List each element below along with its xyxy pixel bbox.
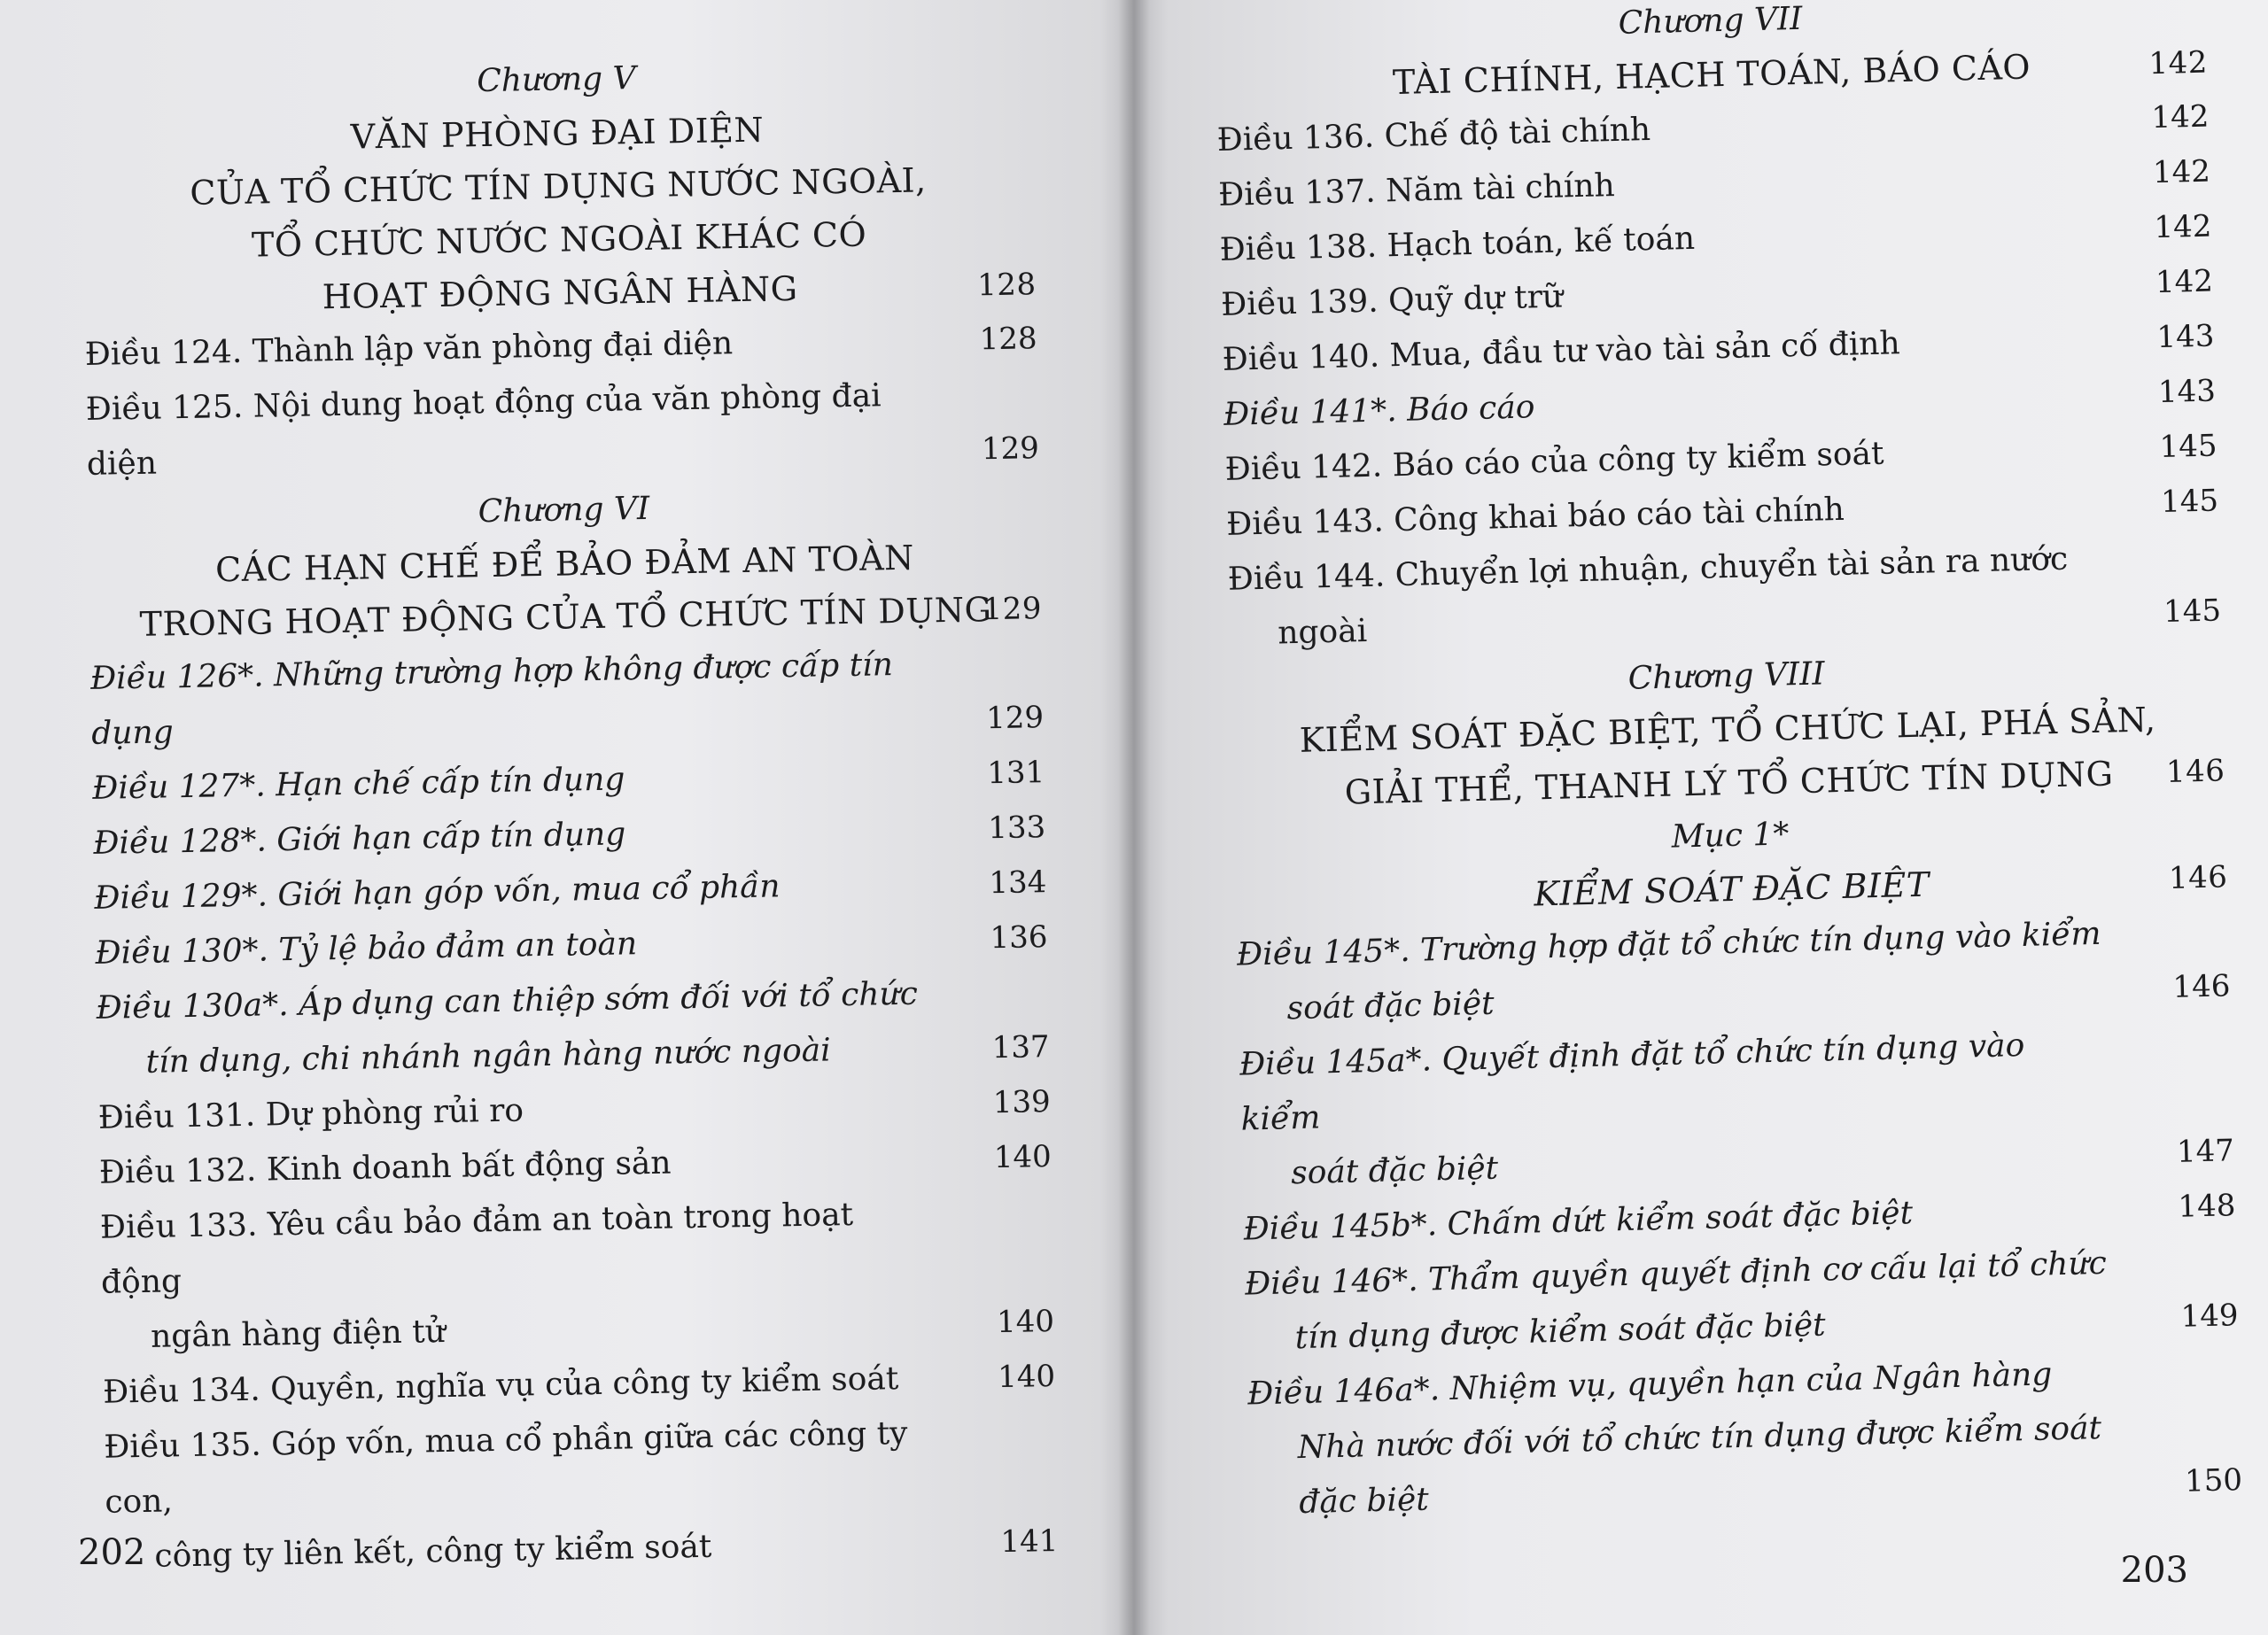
toc-page-number: 140 bbox=[997, 1359, 1056, 1396]
toc-entry-title: Điều 131. Dự phòng rủi ro bbox=[97, 1092, 524, 1136]
toc-page-number: 139 bbox=[992, 1084, 1052, 1121]
toc-page-number: 128 bbox=[976, 267, 1037, 304]
toc-entry bbox=[85, 366, 1039, 492]
section-heading-text: GIẢI THỂ, THANH LÝ TỔ CHỨC TÍN DỤNG bbox=[1344, 754, 2114, 812]
toc-page-number: 143 bbox=[2156, 318, 2215, 356]
toc-page-number: 134 bbox=[989, 864, 1047, 902]
toc-entry-title-continued: soát đặc biệt bbox=[1286, 985, 1495, 1027]
toc-entry-title: Điều 133. Yêu cầu bảo đảm an toàn trong hoạt động bbox=[99, 1196, 854, 1301]
toc-entry-title: Điều 126*. Những trường hợp không được cấp tín dụng bbox=[89, 647, 894, 752]
toc-entry-title: Điều 130*. Tỷ lệ bảo đảm an toàn bbox=[95, 926, 638, 972]
toc-entry-title: Điều 127*. Hạn chế cấp tín dụng bbox=[91, 761, 625, 807]
toc-page-number: 146 bbox=[2168, 859, 2228, 896]
toc-page-number: 128 bbox=[979, 321, 1037, 358]
toc-entry-title: Điều 140. Mua, đầu tư vào tài sản cố định bbox=[1222, 325, 1901, 378]
toc-page-number: 149 bbox=[2180, 1298, 2239, 1335]
toc-entry-title: Điều 142. Báo cáo của công ty kiểm soát bbox=[1224, 435, 1884, 488]
toc-page-number: 146 bbox=[2171, 968, 2231, 1005]
toc-page-number: 142 bbox=[2155, 263, 2214, 301]
toc-entry bbox=[1247, 1343, 2243, 1531]
table-of-contents-left bbox=[80, 45, 1059, 1585]
toc-page-number: 148 bbox=[2178, 1188, 2236, 1225]
toc-entry-title-continued: công ty liên kết, công ty kiểm soát bbox=[154, 1528, 712, 1575]
toc-entry-title-continued: ngân hàng điện tử bbox=[150, 1313, 447, 1355]
toc-page-number: 150 bbox=[2184, 1462, 2243, 1499]
toc-page-number: 131 bbox=[986, 755, 1045, 792]
toc-page-number: 129 bbox=[983, 591, 1043, 628]
toc-entry-title: Điều 129*. Giới hạn góp vốn, mua cổ phần bbox=[94, 868, 781, 917]
toc-entry-title: Điều 135. Góp vốn, mua cổ phần giữa các công ty con, bbox=[103, 1414, 908, 1521]
toc-page-number: 140 bbox=[993, 1139, 1052, 1176]
toc-entry-title: Điều 124. Thành lập văn phòng đại diện bbox=[84, 325, 734, 373]
chapter-label-text: Chương VIII bbox=[1627, 655, 1826, 697]
section-heading-text: VĂN PHÒNG ĐẠI DIỆN bbox=[350, 110, 765, 157]
chapter-label-text: Mục 1* bbox=[1671, 816, 1790, 856]
right-page bbox=[1134, 0, 2268, 1635]
toc-entry-title-continued: Nhà nước đối với tổ chức tín dụng được kiểm soát bbox=[1297, 1410, 2102, 1467]
toc-entry bbox=[99, 1184, 1054, 1366]
toc-page-number: 145 bbox=[2163, 593, 2222, 631]
toc-entry-title-continued: tín dụng, chi nhánh ngân hàng nước ngoài bbox=[145, 1032, 832, 1081]
toc-page-number: 142 bbox=[2148, 44, 2209, 82]
toc-page-number: 137 bbox=[991, 1029, 1050, 1066]
section-heading-text: TRONG HOẠT ĐỘNG CỦA TỔ CHỨC TÍN DỤNG bbox=[139, 590, 992, 644]
toc-page-number: 141 bbox=[1000, 1523, 1059, 1561]
toc-page-number: 143 bbox=[2157, 373, 2217, 411]
section-heading-text: CÁC HẠN CHẾ ĐỂ BẢO ĐẢM AN TOÀN bbox=[214, 538, 915, 590]
toc-page-number: 129 bbox=[985, 700, 1045, 737]
toc-entry-title: Điều 145a*. Quyết định đặt tổ chức tín dụng vào kiểm bbox=[1239, 1027, 2025, 1138]
chapter-label-text: Chương VI bbox=[478, 490, 650, 531]
chapter-label-text: Chương V bbox=[476, 60, 636, 100]
table-of-contents-right bbox=[1214, 0, 2243, 1531]
toc-entry-title: Điều 132. Kinh doanh bất động sản bbox=[98, 1144, 672, 1191]
section-heading-text: KIỂM SOÁT ĐẶC BIỆT, TỔ CHỨC LẠI, PHÁ SẢN, bbox=[1299, 700, 2156, 760]
toc-entry-title-continued: tín dụng được kiểm soát đặc biệt bbox=[1294, 1306, 1827, 1357]
toc-entry-title: Điều 144. Chuyển lợi nhuận, chuyển tài sản ra nước bbox=[1227, 540, 2069, 598]
toc-entry-title: Điều 136. Chế độ tài chính bbox=[1216, 112, 1651, 159]
toc-entry-title-continued: ngoài bbox=[1277, 612, 1368, 652]
section-heading-text: TỔ CHỨC NƯỚC NGOÀI KHÁC CÓ bbox=[251, 214, 867, 265]
toc-entry-title: Điều 125. Nội dung hoạt động của văn phòng đại diện bbox=[85, 377, 882, 483]
toc-page-number: 133 bbox=[988, 810, 1046, 847]
toc-entry bbox=[90, 635, 1045, 762]
page-number-right: 203 bbox=[2120, 1550, 2188, 1591]
toc-page-number: 145 bbox=[2159, 428, 2218, 466]
toc-entry-title: Điều 145*. Trường hợp đặt tổ chức tín dụng vào kiểm bbox=[1236, 915, 2101, 973]
toc-entry-title: Điều 146a*. Nhiệm vụ, quyền hạn của Ngân hàng bbox=[1247, 1356, 2053, 1413]
toc-entry-title-continued: soát đặc biệt bbox=[1290, 1150, 1499, 1192]
toc-page-number: 142 bbox=[2152, 153, 2211, 191]
toc-page-number: 146 bbox=[2165, 753, 2225, 790]
page-number-left: 202 bbox=[78, 1532, 146, 1573]
toc-entry bbox=[1239, 1013, 2234, 1202]
toc-entry-title: Điều 139. Quỹ dự trữ bbox=[1220, 278, 1564, 323]
toc-page-number: 129 bbox=[981, 430, 1040, 468]
section-heading-text: HOẠT ĐỘNG NGÂN HÀNG bbox=[322, 268, 798, 317]
toc-entry-title: Điều 130a*. Áp dụng can thiệp sớm đối với tổ chức bbox=[96, 975, 919, 1027]
toc-entry-title: Điều 128*. Giới hạn cấp tín dụng bbox=[93, 816, 626, 862]
toc-entry-title-continued: đặc biệt bbox=[1298, 1481, 1430, 1522]
toc-page-number: 145 bbox=[2160, 483, 2219, 521]
toc-entry-title: Điều 143. Công khai báo cáo tài chính bbox=[1225, 491, 1845, 543]
chapter-label-text: Chương VII bbox=[1618, 0, 1803, 42]
toc-entry-title: Điều 137. Năm tài chính bbox=[1217, 167, 1616, 213]
toc-page-number: 147 bbox=[2176, 1133, 2235, 1170]
toc-entry bbox=[104, 1404, 1059, 1585]
section-heading-text: TÀI CHÍNH, HẠCH TOÁN, BÁO CÁO bbox=[1392, 47, 2031, 103]
toc-page-number: 142 bbox=[2154, 208, 2212, 246]
toc-entry-title: Điều 134. Quyền, nghĩa vụ của công ty kiểm soát bbox=[102, 1360, 899, 1411]
section-heading-text: KIỂM SOÁT ĐẶC BIỆT bbox=[1533, 864, 1930, 914]
toc-page-number: 140 bbox=[996, 1304, 1055, 1341]
toc-entry-title: Điều 146*. Thẩm quyền quyết định cơ cấu lại tổ chức bbox=[1244, 1244, 2108, 1303]
toc-entry-title: Điều 141*. Báo cáo bbox=[1223, 389, 1535, 433]
toc-page-number: 142 bbox=[2150, 98, 2210, 136]
toc-entry bbox=[96, 965, 1050, 1091]
book-gutter bbox=[1118, 0, 1150, 1635]
toc-page-number: 136 bbox=[990, 919, 1048, 957]
section-heading-text: CỦA TỔ CHỨC TÍN DỤNG NƯỚC NGOÀI, bbox=[190, 160, 928, 213]
toc-entry-title: Điều 138. Hạch toán, kế toán bbox=[1219, 220, 1696, 268]
toc-entry-title: Điều 145b*. Chấm dứt kiểm soát đặc biệt bbox=[1243, 1195, 1914, 1248]
